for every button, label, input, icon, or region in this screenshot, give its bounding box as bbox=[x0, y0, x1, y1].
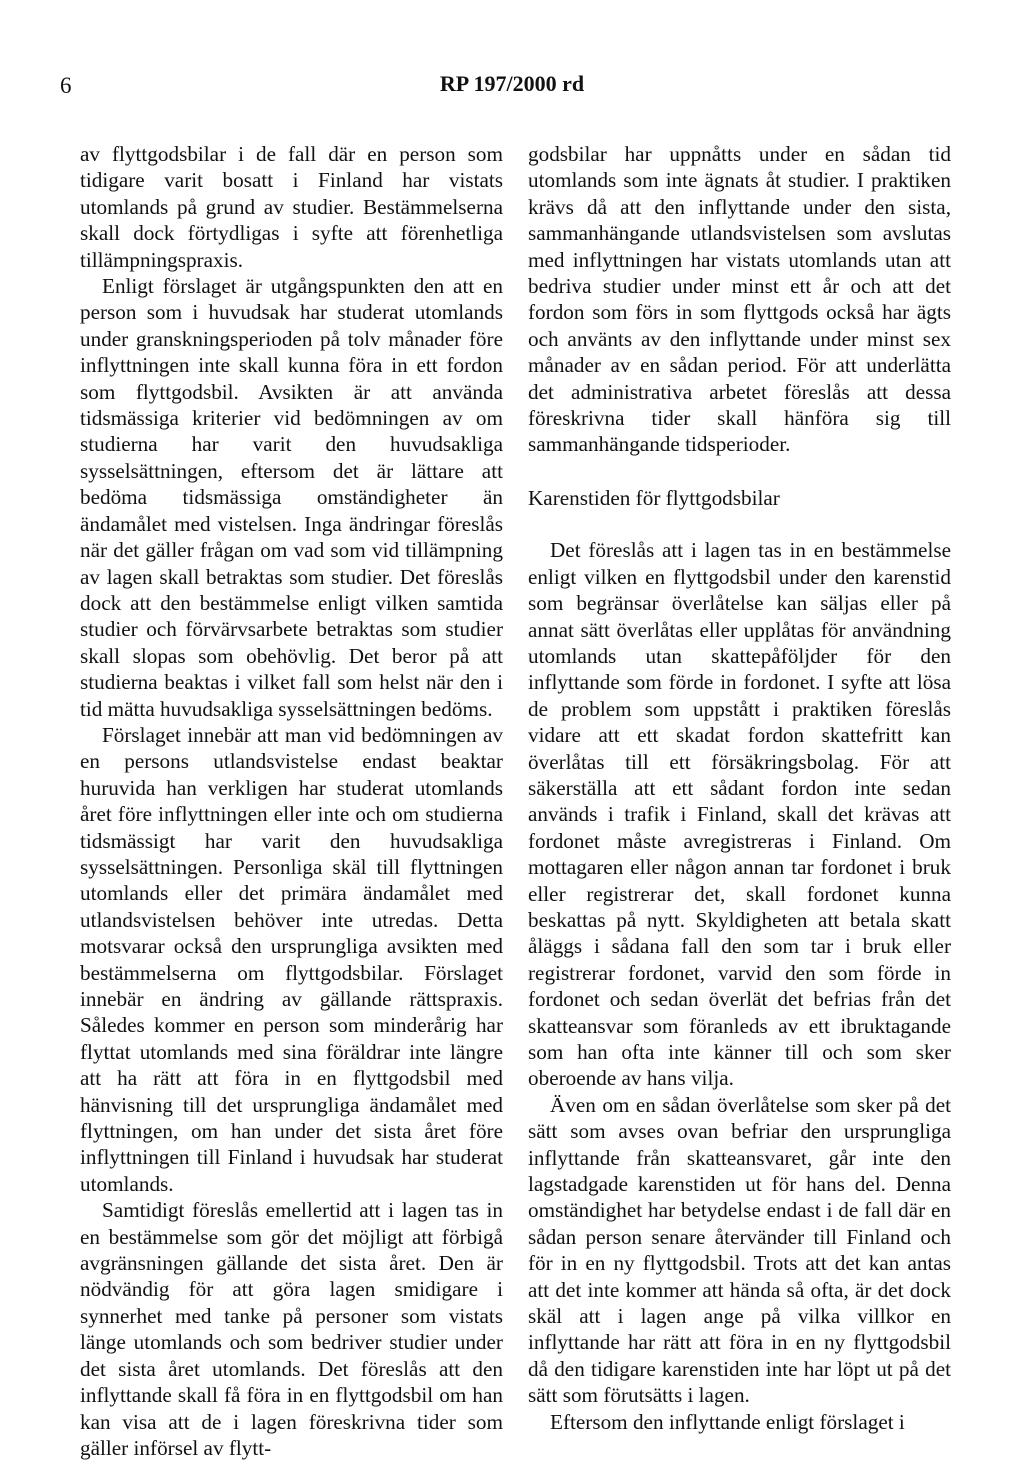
paragraph: Det föreslås att i lagen tas in en bestämmelse enligt vilken en flyttgodsbil under den karenstid som begränsar överlåtelse kan säljas eller på annat sätt överlåtas eller upplåtas för användning utomlands utan skattepåföljder för den inflyttande som förde in fordonet. I syfte att lösa de problem som uppstått i praktiken föreslås vidare att ett skadat fordon skattefritt kan överlåtas till ett försäkringsbolag. För att säkerställa att ett sådant fordon inte sedan används i trafik i Finland, skall det krävas att fordonet måste avregistreras i Finland. Om mottagaren eller någon annan tar fordonet i bruk eller registrerar det, skall fordonet kunna beskattas på nytt. Skyldigheten att betala skatt åläggs i sådana fall den som tar i bruk eller registrerar fordonet, varvid den som förde in fordonet och sedan överlät det befrias från det skatteansvar som föranleds av ett ibruktagande som han ofta inte känner till och som sker oberoende av hans vilja. bbox=[528, 538, 951, 1091]
paragraph: Förslaget innebär att man vid bedömningen av en persons utlandsvistelse endast beaktar huruvida han verkligen har studerat utomlands året före inflyttningen eller inte och om studierna tidsmässigt har varit den huvudsakliga sysselsättningen. Personliga skäl till flyttningen utomlands eller det primära ändamålet med utlandsvistelsen behöver inte utredas. Detta motsvarar också den ursprungliga avsikten med bestämmelserna om flyttgodsbilar. Förslaget innebär en ändring av gällande rättspraxis. Således kommer en person som minderårig har flyttat utomlands med sina föräldrar inte längre att ha rätt att föra in en flyttgodsbil med hänvisning till det ursprungliga ändamålet med flyttningen, om han under det sista året före inflyttningen till Finland i huvudsak har studerat utomlands. bbox=[80, 722, 503, 1196]
page-number: 6 bbox=[60, 73, 72, 98]
paragraph: Även om en sådan överlåtelse som sker på det sätt som avses ovan befriar den ursprungliga inflyttande från skatteansvaret, går inte den lagstadgade karenstiden ut för hans del. Denna omständighet har betydelse endast i de fall där en sådan person senare återvänder till Finland och för in en ny flyttgodsbil. Trots att det kan antas att det inte kommer att hända så ofta, är det dock skäl att i lagen ange på vilka villkor en inflyttande har rätt att föra in en ny flyttgodsbil då den tidigare karenstiden inte har löpt ut på det sätt som förutsätts i lagen. bbox=[528, 1092, 951, 1408]
left-column bbox=[80, 141, 503, 1461]
paragraph: Enligt förslaget är utgångspunkten den att en person som i huvudsak har studerat utomlands under granskningsperioden på tolv månader före inflyttningen inte skall kunna föra in ett fordon som flyttgodsbil. Avsikten är att använda tidsmässiga kriterier vid bedömningen av om studierna har varit den huvudsakliga sysselsättningen, eftersom det är lättare att bedöma tidsmässiga omständigheter än ändamålet med vistelsen. Inga ändringar föreslås när det gäller frågan om vad som vid tillämpning av lagen skall betraktas som studier. Det föreslås dock att den bestämmelse enligt vilken samtida studier och förvärvsarbete betraktas som studier skall slopas som obehövlig. Det beror på att studierna beaktas i vilket fall som helst när den i tid mätta huvudsakliga sysselsättningen bedöms. bbox=[80, 274, 503, 721]
paragraph: godsbilar har uppnåtts under en sådan tid utomlands som inte ägnats åt studier. I praktiken krävs då att den inflyttande under den sista, sammanhängande utlandsvistelsen som avslutas med inflyttningen har vistats utomlands utan att bedriva studier under minst ett år och att det fordon som förs in som flyttgods också har ägts och använts av den inflyttande under minst sex månader av en sådan period. För att underlätta det administrativa arbetet föreslås att dessa föreskrivna tider skall hänföra sig till sammanhängande tidsperioder. bbox=[528, 142, 951, 457]
right-column bbox=[528, 141, 951, 1435]
page-header-title: RP 197/2000 rd bbox=[439, 71, 585, 96]
paragraph: av flyttgodsbilar i de fall där en person som tidigare varit bosatt i Finland har vistats utomlands på grund av studier. Bestämmelserna skall dock förtydligas i syfte att förenhetliga tillämpningspraxis. bbox=[80, 142, 503, 272]
section-heading: Karenstiden för flyttgodsbilar bbox=[528, 485, 780, 510]
paragraph: Eftersom den inflyttande enligt förslaget i bbox=[550, 1409, 905, 1434]
paragraph: Samtidigt föreslås emellertid att i lagen tas in en bestämmelse som gör det möjligt att förbigå avgränsningen gällande det sista året. Den är nödvändig för att göra lagen smidigare i synnerhet med tanke på personer som vistats länge utomlands och som bedriver studier under det sista året utomlands. Det föreslås att den inflyttande skall få föra in en flyttgodsbil om han kan visa att de i lagen föreskrivna tider som gäller införsel av flytt- bbox=[80, 1198, 503, 1460]
